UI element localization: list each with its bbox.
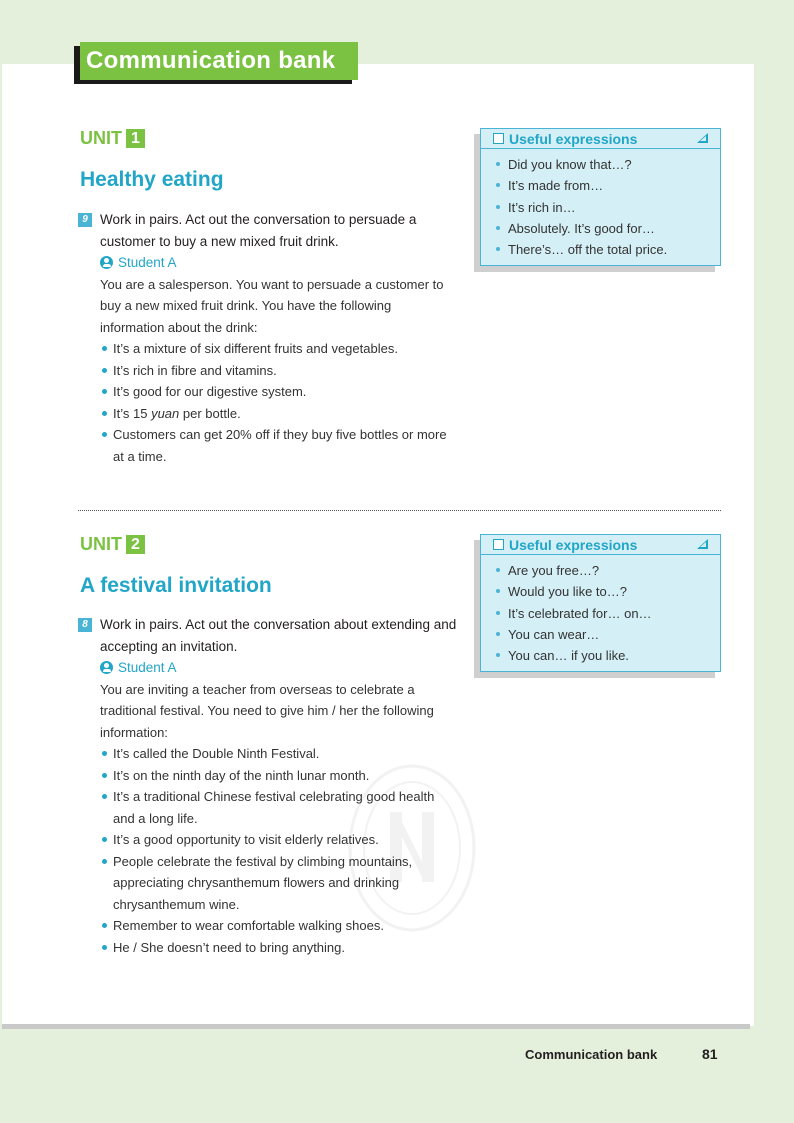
role-intro: You are inviting a teacher from overseas to celebrate a traditional festival. You need to give him / her the following information: [100, 681, 434, 740]
list-item: It’s good for our digestive system. [100, 381, 458, 403]
expression-item: Would you like to…? [495, 581, 720, 602]
list-item [100, 403, 458, 425]
checkbox-icon [493, 539, 504, 550]
person-icon [100, 661, 113, 674]
useful-expressions-list [481, 555, 720, 671]
useful-expressions-header [481, 535, 720, 555]
useful-expressions-box-1 [480, 128, 721, 266]
unit-2-task [78, 614, 458, 958]
currency-word: yuan [151, 405, 180, 421]
list-item: Customers can get 20% off if they buy five bottles or more at a time. [100, 424, 458, 467]
list-item: Remember to wear comfortable walking shoes. [100, 915, 458, 937]
list-item: He / She doesn’t need to bring anything. [100, 937, 458, 959]
task-number-badge: 9 [78, 213, 92, 227]
student-label: Student A [118, 660, 177, 675]
price-suffix: per bottle. [179, 405, 241, 421]
student-role [100, 657, 458, 679]
expression-item: There’s… off the total price. [495, 239, 720, 260]
list-item: It’s a good opportunity to visit elderly relatives. [100, 829, 458, 851]
expression-item: You can… if you like. [495, 645, 720, 666]
useful-expressions-box-2 [480, 534, 721, 672]
unit-2-label [80, 534, 145, 555]
info-list [100, 338, 458, 467]
unit-number-badge: 2 [126, 535, 145, 554]
page-shadow [2, 1024, 750, 1029]
expression-item: It’s celebrated for… on… [495, 603, 720, 624]
expression-item: Did you know that…? [495, 154, 720, 175]
person-icon [100, 256, 113, 269]
list-item: It’s a mixture of six different fruits and vegetables. [100, 338, 458, 360]
unit-1-title: Healthy eating [80, 168, 224, 191]
task-number-badge: 8 [78, 618, 92, 632]
useful-expressions-header [481, 129, 720, 149]
expression-item: Absolutely. It’s good for… [495, 218, 720, 239]
page-number: 81 [702, 1046, 718, 1062]
expression-item: It’s made from… [495, 175, 720, 196]
useful-expressions-title: Useful expressions [509, 130, 638, 147]
unit-1-label [80, 128, 145, 149]
unit-number-badge: 1 [126, 129, 145, 148]
expression-item: It’s rich in… [495, 197, 720, 218]
student-role [100, 252, 458, 274]
list-item: It’s on the ninth day of the ninth lunar month. [100, 765, 458, 787]
unit-word: UNIT [80, 534, 122, 554]
corner-triangle-icon [697, 539, 708, 549]
task-instruction: Work in pairs. Act out the conversation to persuade a customer to buy a new mixed fruit drink. [100, 212, 417, 249]
list-item: It’s called the Double Ninth Festival. [100, 743, 458, 765]
student-label: Student A [118, 255, 177, 270]
checkbox-icon [493, 133, 504, 144]
unit-1-task [78, 209, 458, 467]
price-prefix: It’s 15 [113, 405, 152, 421]
useful-expressions-list [481, 149, 720, 265]
list-item: People celebrate the festival by climbing mountains, appreciating chrysanthemum flowers and drinking chrysanthemum wine. [100, 851, 458, 916]
section-divider [78, 510, 721, 511]
task-instruction: Work in pairs. Act out the conversation about extending and accepting an invitation. [100, 617, 457, 654]
corner-triangle-icon [697, 133, 708, 143]
footer-section-label: Communication bank [525, 1047, 658, 1062]
expression-item: Are you free…? [495, 560, 720, 581]
useful-expressions-title: Useful expressions [509, 536, 638, 553]
unit-word: UNIT [80, 128, 122, 148]
list-item: It’s a traditional Chinese festival celebrating good health and a long life. [100, 786, 458, 829]
info-list [100, 743, 458, 958]
expression-item: You can wear… [495, 624, 720, 645]
role-intro: You are a salesperson. You want to persuade a customer to buy a new mixed fruit drink. You have the following information about the drink: [100, 276, 444, 335]
unit-2-title: A festival invitation [80, 574, 272, 597]
list-item: It’s rich in fibre and vitamins. [100, 360, 458, 382]
section-header: Communication bank [80, 42, 358, 80]
